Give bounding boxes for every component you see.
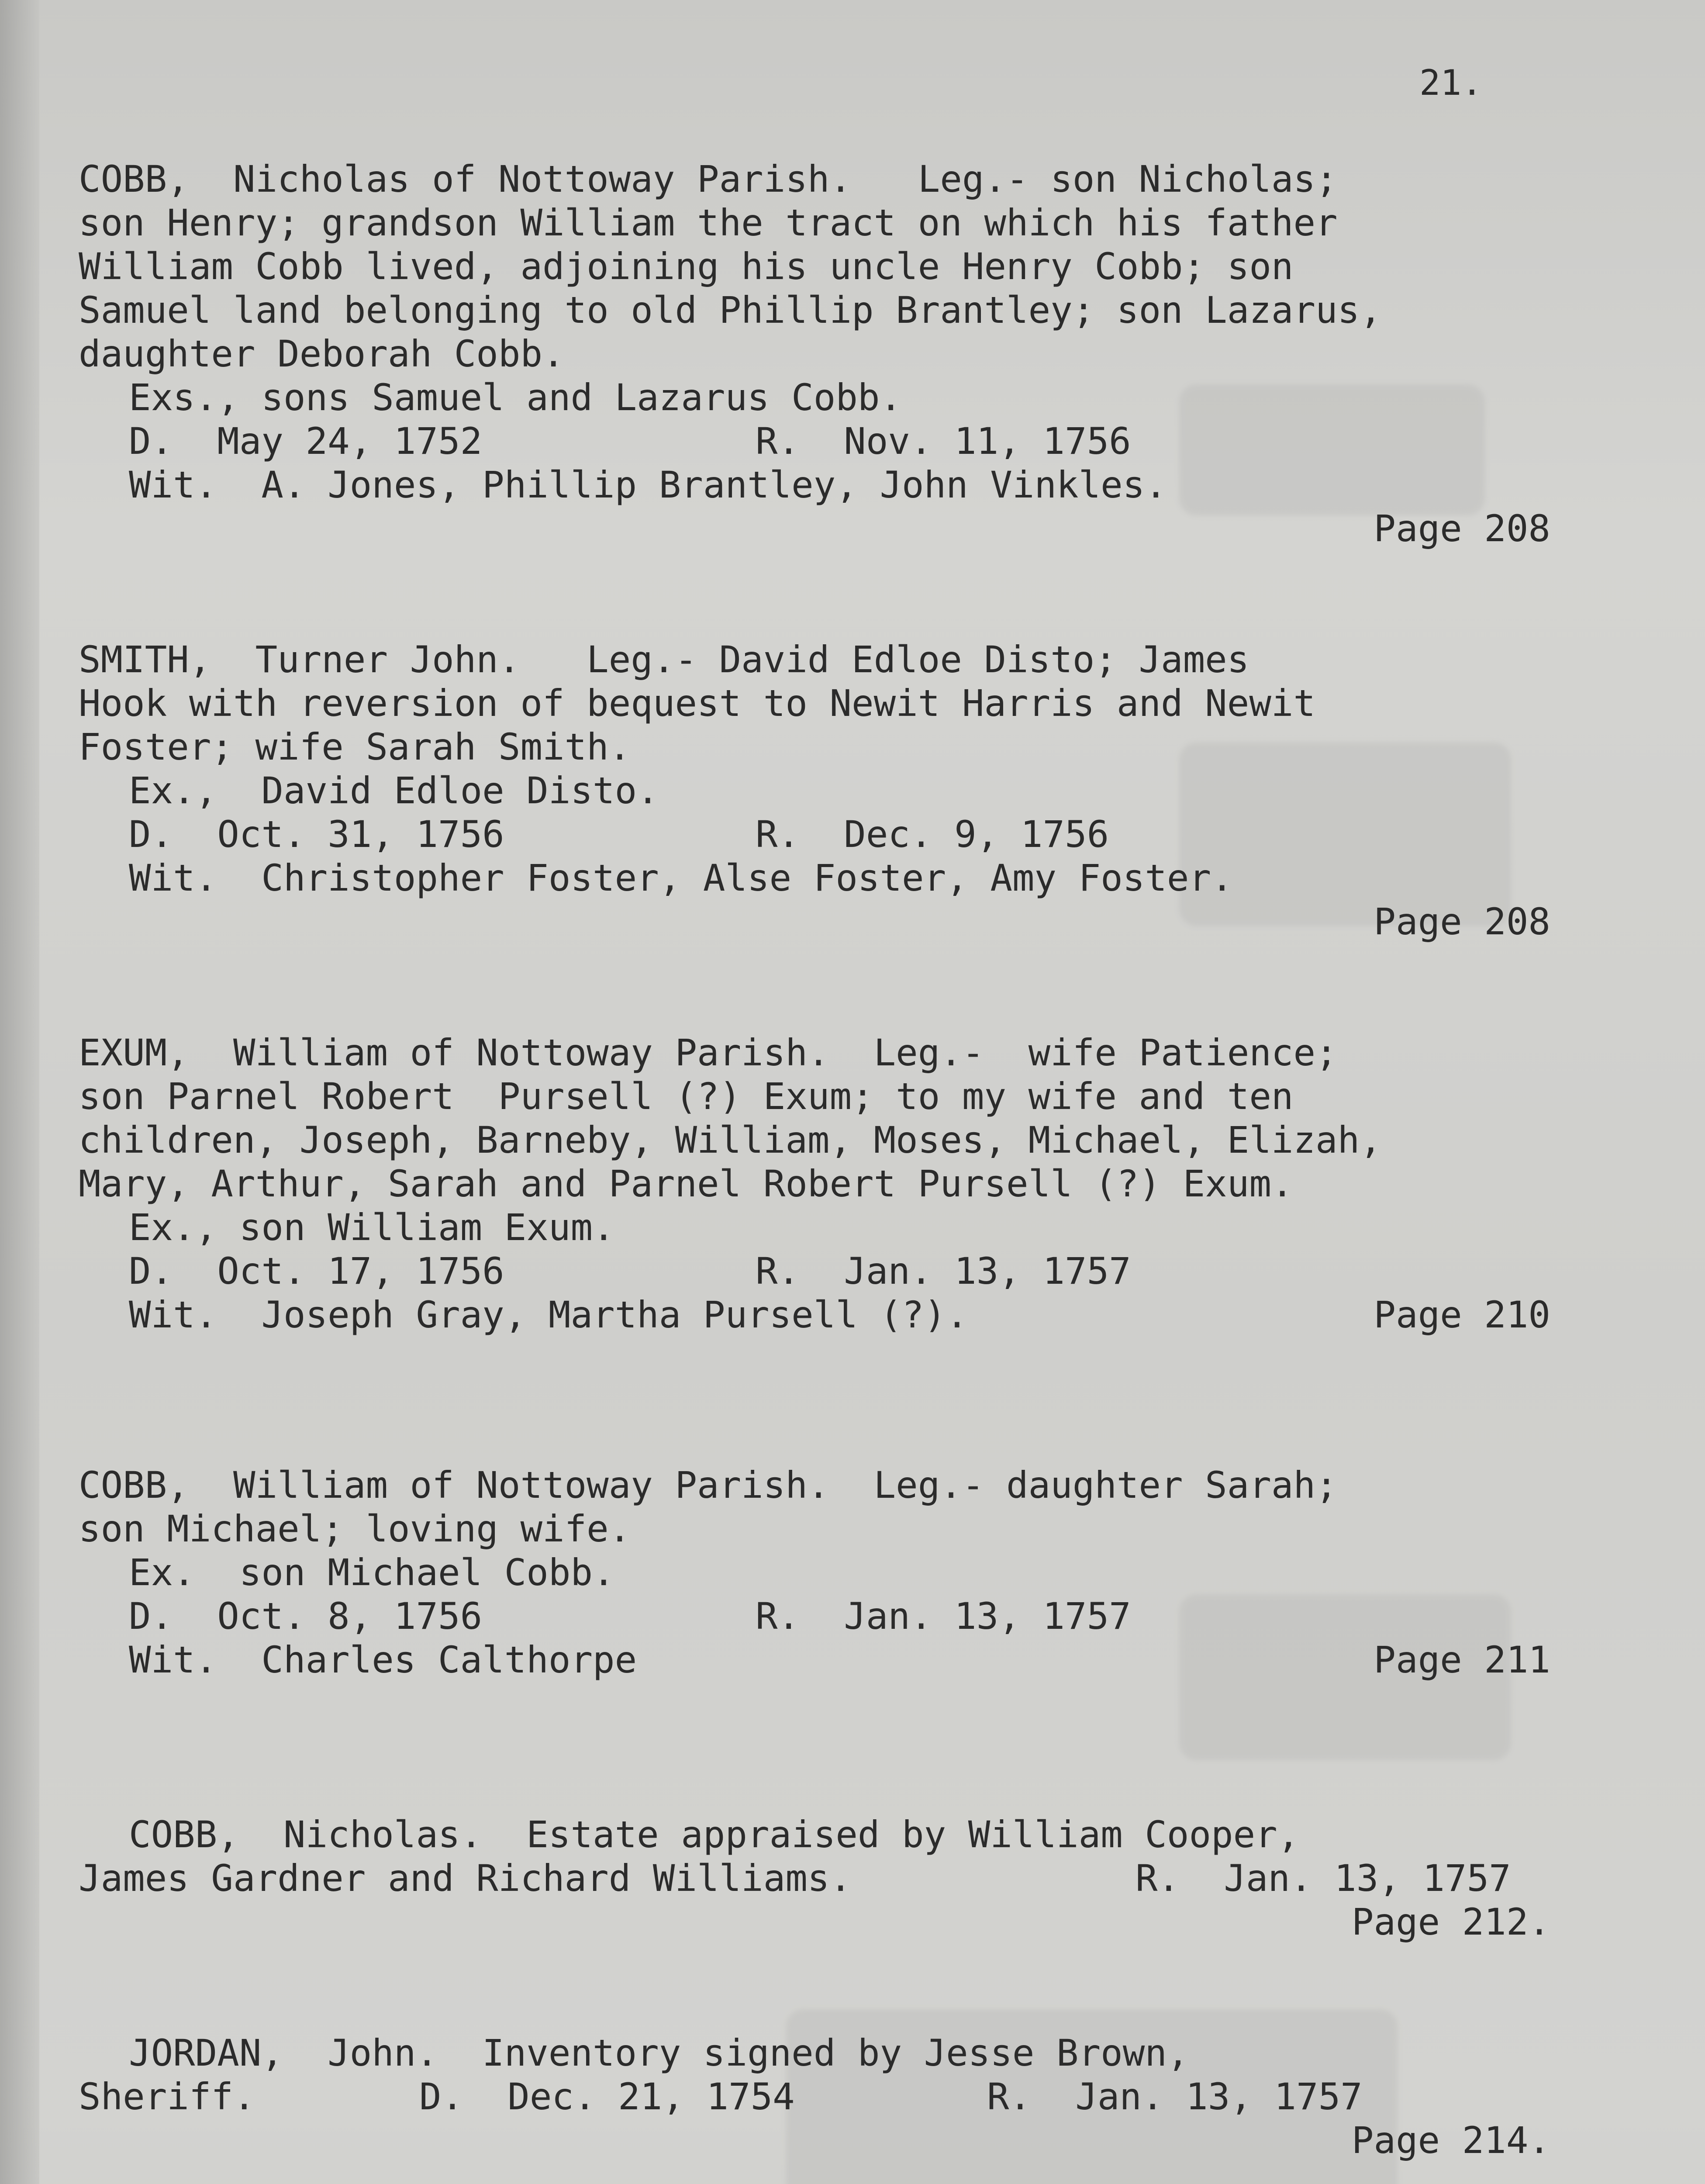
executors-line: Exs., sons Samuel and Lazarus Cobb. [129,376,902,419]
entry-text-line: children, Joseph, Barneby, William, Moses, Michael, Elizah, [79,1119,1382,1161]
witnesses-line: Wit. Christopher Foster, Alse Foster, Amy Foster. [129,857,1233,899]
date-recorded: R. Dec. 9, 1756 [756,813,1109,856]
page-reference [79,900,1629,943]
will-entry [79,157,1629,550]
date-recorded: R. Jan. 13, 1757 [1136,1857,1511,1900]
executors-line: Ex. son Michael Cobb. [129,1551,615,1594]
entry-text-line: Mary, Arthur, Sarah and Parnel Robert Pursell (?) Exum. [79,1162,1294,1205]
entry-text-line: son Parnel Robert Pursell (?) Exum; to my wife and ten [79,1075,1294,1118]
entry-text-line: EXUM, William of Nottoway Parish. Leg.- wife Patience; [79,1031,1338,1074]
scan-edge-shadow [0,0,39,2184]
page-reference [79,1900,1629,1944]
date-dated: D. May 24, 1752 [129,420,483,463]
will-entry [79,1463,1629,1682]
entry-text-line: COBB, Nicholas of Nottoway Parish. Leg.- son Nicholas; [79,158,1338,200]
entry-text-line: JORDAN, John. Inventory signed by Jesse Brown, [129,2032,1189,2074]
entry-text-line: COBB, Nicholas. Estate appraised by William Cooper, [129,1813,1300,1856]
will-entry [79,1031,1629,1337]
witnesses-line: Wit. A. Jones, Phillip Brantley, John Vinkles. [129,463,1167,506]
date-recorded: R. Jan. 13, 1757 [756,1595,1131,1638]
entry-text-line: Foster; wife Sarah Smith. [79,726,631,768]
page-reference [79,2118,1629,2162]
entry-text-line: daughter Deborah Cobb. [79,332,565,375]
dates-line [79,1249,1629,1293]
will-entry [79,638,1629,943]
date-recorded: R. Nov. 11, 1756 [756,420,1131,463]
entry-text-line [79,1856,1629,1900]
entry-text-line: COBB, William of Nottoway Parish. Leg.- daughter Sarah; [79,1464,1338,1507]
entry-text-line: William Cobb lived, adjoining his uncle Henry Cobb; son [79,245,1294,288]
page-reference [79,507,1629,550]
executors-line: Ex., David Edloe Disto. [129,769,659,812]
page-reference-text: Page 208 [1374,507,1550,550]
page-reference-text: Page 208 [1374,900,1550,943]
date-dated: D. Dec. 21, 1754 [419,2075,795,2118]
date-dated: D. Oct. 17, 1756 [129,1250,504,1292]
dates-line [79,1594,1629,1638]
entry-text-line: son Michael; loving wife. [79,1507,631,1550]
dates-line [79,419,1629,463]
date-dated: D. Oct. 8, 1756 [129,1595,483,1638]
executors-line: Ex., son William Exum. [129,1206,615,1249]
witnesses-line: Wit. Charles Calthorpe [129,1638,637,1681]
page-reference-text: Page 214. [1351,2119,1550,2162]
entry-text-line: son Henry; grandson William the tract on which his father [79,201,1338,244]
inventory-entry [79,2031,1629,2162]
entry-text-segment: James Gardner and Richard Williams. [79,1857,852,1900]
date-recorded: R. Jan. 13, 1757 [987,2075,1363,2118]
date-recorded: R. Jan. 13, 1757 [756,1250,1131,1292]
page-reference-text: Page 212. [1351,1901,1550,1943]
entry-text-segment: Sheriff. [79,2075,255,2118]
date-dated: D. Oct. 31, 1756 [129,813,504,856]
entry-text-line [79,2075,1629,2118]
page-reference-text: Page 211 [1374,1638,1550,1681]
appraisal-entry [79,1813,1629,1944]
page-number: 21. [1419,62,1483,103]
entry-text-line: Samuel land belonging to old Phillip Brantley; son Lazarus, [79,289,1382,332]
entry-text-line: SMITH, Turner John. Leg.- David Edloe Disto; James [79,638,1249,681]
witnesses-page-line [79,1293,1629,1337]
witnesses-page-line [79,1638,1629,1682]
page-reference-text: Page 210 [1374,1293,1550,1336]
witnesses-line: Wit. Joseph Gray, Martha Pursell (?). [129,1293,968,1336]
entry-text-line: Hook with reversion of bequest to Newit Harris and Newit [79,682,1316,725]
dates-line [79,812,1629,856]
